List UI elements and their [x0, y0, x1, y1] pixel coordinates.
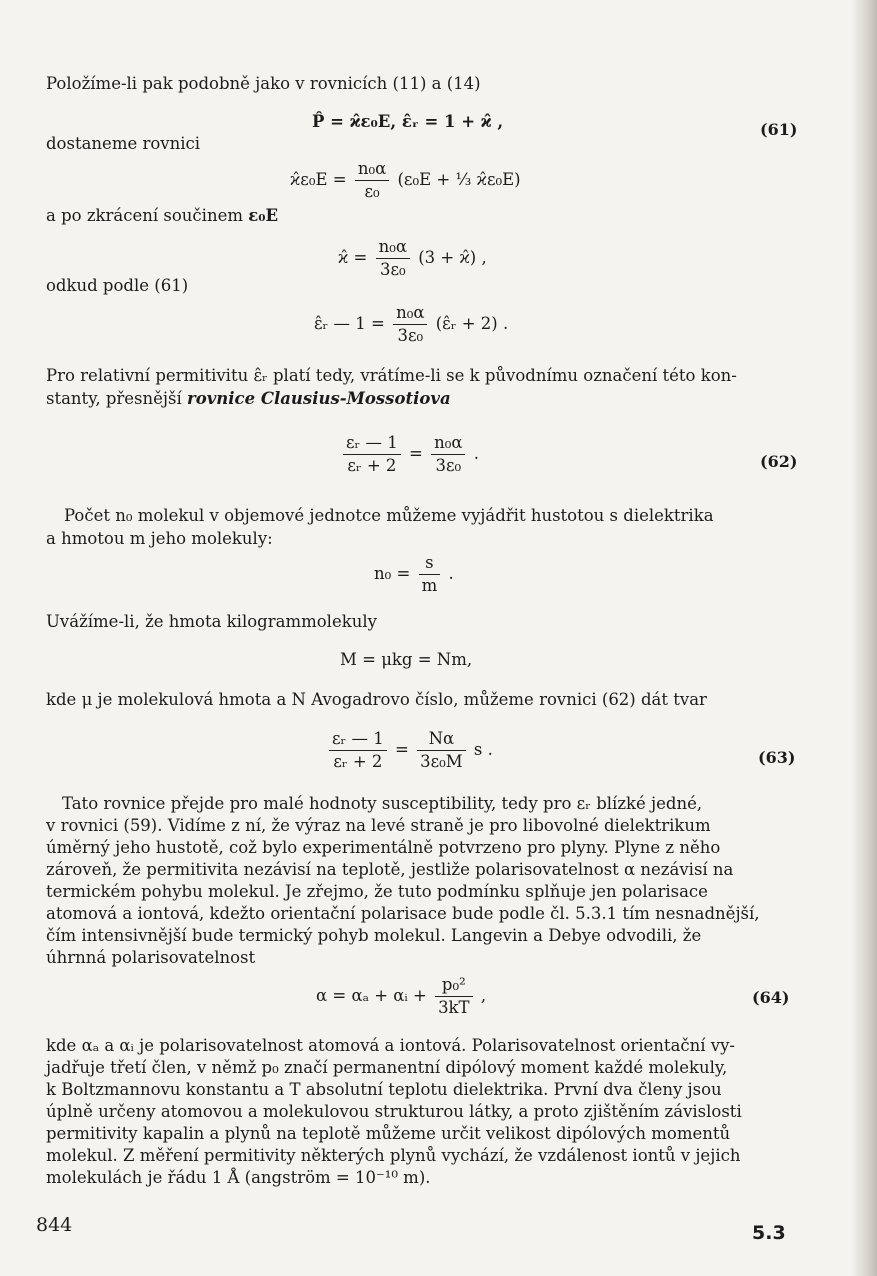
- equation-62-right-denominator: 3ε₀: [435, 456, 462, 475]
- equation-n0: [374, 552, 454, 597]
- para-final-line-7: molekulách je řádu 1 Å (angström = 10⁻¹⁰ m).: [46, 1168, 431, 1187]
- equation-n0-denominator: m: [421, 576, 438, 595]
- equation-n0-numerator: s: [419, 552, 441, 575]
- page-number: 844: [36, 1214, 73, 1236]
- para-tato-line-4: zároveň, že permitivita nezávisí na teplotě, jestliže polarisovatelnost α nezávisí na: [46, 860, 734, 879]
- para-uvazime: Uvážíme-li, že hmota kilogrammolekuly: [46, 612, 377, 631]
- equation-c-numerator: n₀α: [393, 302, 427, 325]
- para-final-line-1: kde αₐ a αᵢ je polarisovatelnost atomová a iontová. Polarisovatelnost orientační vy-: [46, 1036, 736, 1055]
- equation-a-right: (ε₀E + ⅓ ϰ̂ε₀E): [397, 170, 521, 189]
- equation-63-right-denominator: 3ε₀M: [420, 752, 463, 771]
- equation-c: [314, 302, 508, 347]
- equation-62: [340, 432, 479, 477]
- intro-line: Položíme-li pak podobně jako v rovnicích (11) a (14): [46, 74, 481, 93]
- section-number: 5.3: [752, 1222, 786, 1244]
- equation-64-denominator: 3kT: [438, 998, 470, 1017]
- para-tato-line-2: v rovnici (59). Vidíme z ní, že výraz na levé straně je pro libovolné dielektrikum: [46, 816, 711, 835]
- label-dostaneme: dostaneme rovnici: [46, 134, 201, 153]
- equation-64: [316, 974, 486, 1019]
- equation-62-number: (62): [760, 452, 798, 471]
- equation-63-equals: =: [395, 740, 409, 759]
- clausius-mossotti-term: rovnice Clausius-Mossotiova: [187, 389, 451, 408]
- para-final-line-2: jadřuje třetí člen, v němž p₀ značí permanentní dipólový moment každé molekuly,: [46, 1058, 728, 1077]
- label-odkud: odkud podle (61): [46, 276, 189, 295]
- equation-62-left-denominator: εᵣ + 2: [347, 456, 397, 475]
- equation-63-left-fraction: [329, 728, 387, 773]
- equation-64-end: ,: [480, 986, 487, 1005]
- equation-63-left-numerator: εᵣ — 1: [329, 728, 387, 751]
- para-pocet-line-2: a hmotou m jeho molekuly:: [46, 529, 273, 548]
- equation-b-denominator: 3ε₀: [379, 260, 406, 279]
- equation-M: M = μkg = Nm,: [340, 650, 473, 669]
- para-tato-line-1: Tato rovnice přejde pro malé hodnoty susceptibility, tedy pro εᵣ blízké jedné,: [62, 794, 703, 813]
- equation-b-numerator: n₀α: [376, 236, 410, 259]
- equation-63-end: s .: [473, 740, 493, 759]
- label-zkraceni: [46, 206, 278, 225]
- equation-62-right-numerator: n₀α: [431, 432, 465, 455]
- equation-b-right: (3 + ϰ̂) ,: [418, 248, 487, 267]
- equation-b: [338, 236, 487, 281]
- equation-64-fraction: [435, 974, 473, 1019]
- para-final-line-3: k Boltzmannovu konstantu a T absolutní teplotu dielektrika. První dva členy jsou: [46, 1080, 722, 1099]
- equation-62-left-numerator: εᵣ — 1: [343, 432, 401, 455]
- para-kde: kde μ je molekulová hmota a N Avogadrovo číslo, můžeme rovnici (62) dát tvar: [46, 690, 707, 709]
- equation-62-equals: =: [409, 444, 423, 463]
- equation-63-right-fraction: [417, 728, 466, 773]
- para-final-line-4: úplně určeny atomovou a molekulovou strukturou látky, a proto zjištěním závislosti: [46, 1102, 742, 1121]
- equation-63-left-denominator: εᵣ + 2: [333, 752, 383, 771]
- equation-n0-period: .: [448, 564, 454, 583]
- label-zkraceni-symbol: ε₀E: [248, 206, 279, 225]
- para-tato-line-3: úměrný jeho hustotě, což bylo experimentálně potvrzeno pro plyny. Plyne z něho: [46, 838, 721, 857]
- equation-64-left: α = αₐ + αᵢ +: [316, 986, 427, 1005]
- equation-n0-fraction: [419, 552, 441, 597]
- equation-63: [326, 728, 493, 773]
- equation-64-numerator: p₀²: [435, 974, 473, 997]
- equation-62-right-fraction: [431, 432, 465, 477]
- equation-62-left-fraction: [343, 432, 401, 477]
- equation-64-number: (64): [752, 988, 790, 1007]
- label-zkraceni-text: a po zkrácení součinem: [46, 206, 243, 225]
- para-permitivita-text: stanty, přesnější: [46, 389, 187, 408]
- equation-b-left: ϰ̂ =: [338, 248, 368, 267]
- equation-a-numerator: n₀α: [355, 158, 389, 181]
- para-tato-line-7: čím intensivnější bude termický pohyb molekul. Langevin a Debye odvodili, že: [46, 926, 702, 945]
- equation-63-right-numerator: Nα: [417, 728, 466, 751]
- equation-62-period: .: [473, 444, 479, 463]
- equation-a: [290, 158, 521, 203]
- equation-a-fraction: [355, 158, 389, 203]
- equation-61-number: (61): [760, 120, 798, 139]
- equation-c-right: (ε̂ᵣ + 2) .: [435, 314, 509, 333]
- equation-c-denominator: 3ε₀: [397, 326, 424, 345]
- para-permitivita-line-2: [46, 389, 451, 408]
- equation-c-fraction: [393, 302, 427, 347]
- equation-b-fraction: [376, 236, 410, 281]
- equation-63-number: (63): [758, 748, 796, 767]
- para-permitivita-line-1: Pro relativní permitivitu ε̂ᵣ platí tedy, vrátíme-li se k původnímu označení této kon-: [46, 366, 737, 385]
- para-tato-line-6: atomová a iontová, kdežto orientační polarisace bude podle čl. 5.3.1 tím nesnadnější,: [46, 904, 760, 923]
- equation-a-left: ϰ̂ε₀E =: [290, 170, 347, 189]
- para-final-line-6: molekul. Z měření permitivity některých plynů vychází, že vzdálenost iontů v jejich: [46, 1146, 741, 1165]
- page-edge-shadow: [851, 0, 877, 1276]
- equation-a-denominator: ε₀: [364, 182, 380, 201]
- equation-n0-left: n₀ =: [374, 564, 411, 583]
- para-final-line-5: permitivity kapalin a plynů na teplotě můžeme určit velikost dipólových momentů: [46, 1124, 731, 1143]
- para-tato-line-8: úhrnná polarisovatelnost: [46, 948, 256, 967]
- para-pocet-line-1: Počet n₀ molekul v objemové jednotce můžeme vyjádřit hustotou s dielektrika: [64, 506, 714, 525]
- para-tato-line-5: termickém pohybu molekul. Je zřejmo, že tuto podmínku splňuje jen polarisace: [46, 882, 708, 901]
- equation-c-left: ε̂ᵣ — 1 =: [314, 314, 385, 333]
- equation-61: P̂ = ϰ̂ε₀E, ε̂ᵣ = 1 + ϰ̂ ,: [312, 112, 504, 131]
